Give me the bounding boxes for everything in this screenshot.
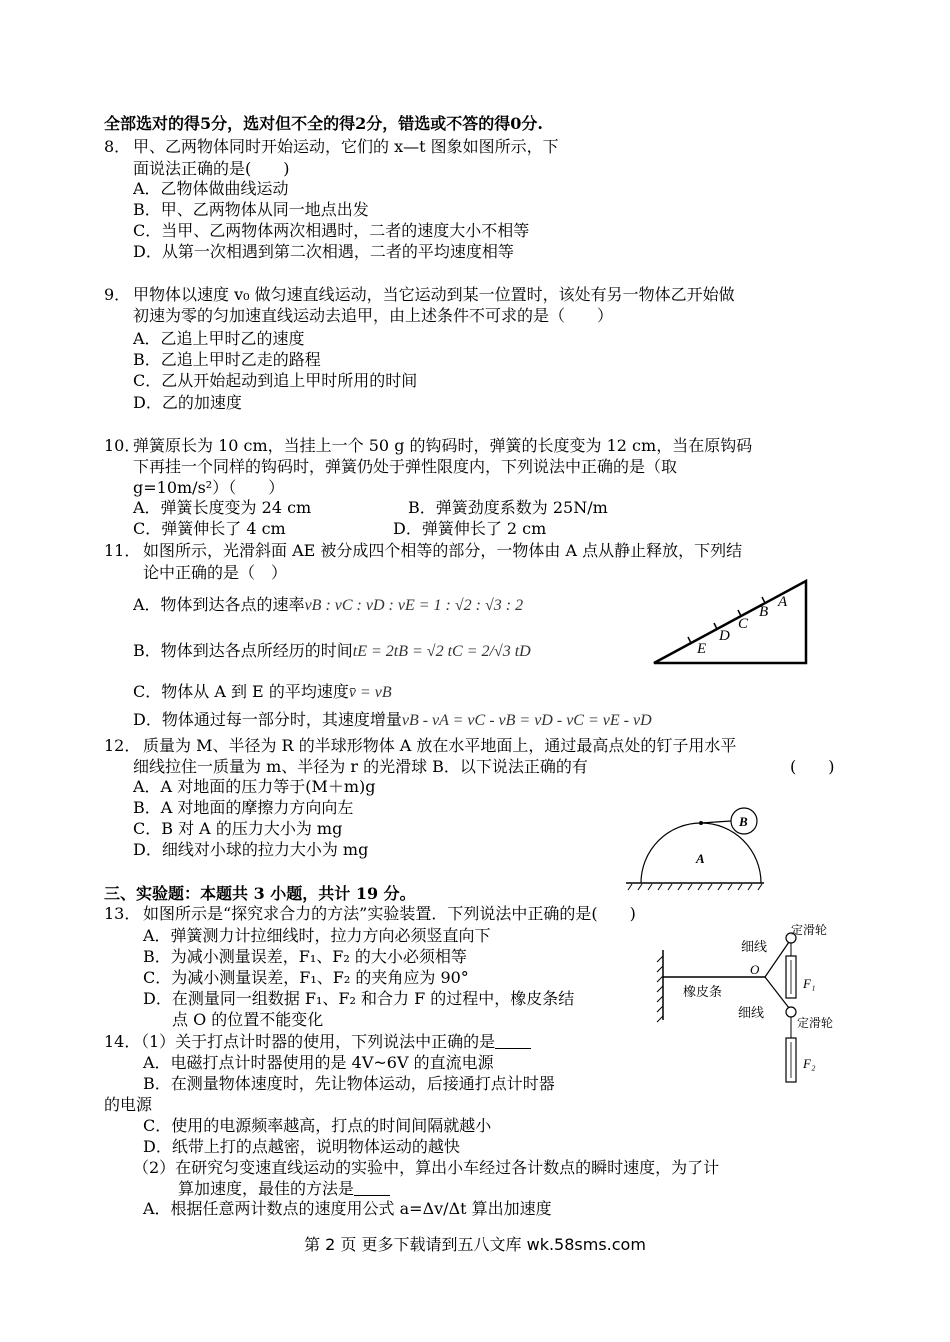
q14-p2-option-a: A．根据任意两计数点的速度用公式 a=Δv/Δt 算出加速度: [143, 1199, 552, 1218]
q8-stem-line1: 甲、乙两物体同时开始运动，它们的 x—t 图象如图所示，下: [133, 137, 559, 156]
q10-stem-line2: 下再挂一个同样的钩码时，弹簧仍处于弹性限度内，下列说法中正确的是（取: [133, 457, 678, 476]
q11-option-c-formula: v̄ = vB: [348, 684, 392, 701]
string-line: [701, 821, 731, 823]
q11-option-c: [133, 682, 392, 703]
incline-label-b: B: [759, 604, 769, 620]
q10-number: 10．: [104, 436, 141, 455]
q13-option-a: A．弹簧测力计拉细线时，拉力方向必须竖直向下: [143, 926, 491, 945]
q11-option-b: [133, 641, 531, 662]
q11-stem-line2: 论中正确的是（ ）: [143, 563, 288, 582]
q12-option-b: B．A 对地面的摩擦力方向向左: [133, 798, 354, 817]
q11-number: 11．: [104, 541, 141, 560]
q12-answer-bracket: ( ): [790, 757, 835, 776]
q8-option-c: C．当甲、乙两物体两次相遇时，二者的速度大小不相等: [133, 221, 530, 240]
string-label-lower: 细线: [738, 1005, 765, 1020]
q9-stem-line1: 甲物体以速度 v₀ 做匀速直线运动，当它运动到某一位置时，该处有另一物体乙开始做: [133, 285, 735, 304]
q10-option-a: A．弹簧长度变为 24 cm: [133, 498, 312, 517]
q8-option-a: A．乙物体做曲线运动: [133, 179, 289, 198]
f2-label: F₂: [803, 1056, 816, 1071]
q11-stem-line1: 如图所示，光滑斜面 AE 被分成四个相等的部分，一物体由 A 点从静止释放，下列结: [143, 541, 743, 560]
q12-option-d: D．细线对小球的拉力大小为 mg: [133, 840, 369, 859]
q11-option-d: [133, 710, 652, 731]
scoring-note: 全部选对的得5分，选对但不全的得2分，错选或不答的得0分.: [104, 114, 543, 133]
q9-number: 9．: [104, 285, 131, 304]
q13-option-c: C．为减小测量误差，F₁、F₂ 的夹角应为 90°: [143, 968, 469, 987]
q13-stem: 如图所示是“探究求合力的方法”实验装置．下列说法中正确的是( ): [143, 904, 636, 923]
q10-stem-line3: g=10m/s²）（ ）: [133, 478, 285, 497]
q11-option-a: [133, 595, 523, 616]
q10-stem-line1: 弹簧原长为 10 cm，当挂上一个 50 g 的钩码时，弹簧的长度变为 12 cm，当在原钩码: [133, 436, 753, 455]
incline-label-d: D: [719, 628, 730, 644]
q8-option-b: B．甲、乙两物体从同一地点出发: [133, 200, 369, 219]
q14-part2-line2: [178, 1179, 390, 1199]
incline-label-a: A: [778, 594, 788, 610]
q12-stem-line2: 细线拉住一质量为 m、半径为 r 的光滑球 B．以下说法正确的有: [133, 757, 588, 776]
force-apparatus-figure: [655, 920, 845, 1092]
q8-number: 8．: [104, 137, 131, 156]
q13-number: 13．: [104, 904, 141, 923]
incline-figure: [648, 576, 813, 668]
q12-number: 12．: [104, 736, 141, 755]
q9-option-c: C．乙从开始起动到追上甲时所用的时间: [133, 371, 418, 390]
q8-option-d: D．从第一次相遇到第二次相遇，二者的平均速度相等: [133, 242, 514, 261]
page-footer: 第 2 页 更多下载请到五八文库 wk.58sms.com: [304, 1235, 646, 1254]
q10-option-d: D．弹簧伸长了 2 cm: [393, 519, 547, 538]
q11-option-c-text: C．物体从 A 到 E 的平均速度: [133, 682, 349, 701]
q14-part1-text: （1）关于打点计时器的使用，下列说法中正确的是: [133, 1032, 496, 1051]
q12-stem-line1: 质量为 M、半径为 R 的半球形物体 A 放在水平地面上，通过最高点处的钉子用水平: [143, 736, 737, 755]
string-label-upper: 细线: [741, 939, 768, 954]
wall-hatching: [657, 956, 663, 1022]
q14-p1-option-d: D．纸带上打的点越密，说明物体运动的越快: [143, 1137, 460, 1156]
q12-option-c: C．B 对 A 的压力大小为 mg: [133, 819, 343, 838]
q14-part1: [133, 1032, 531, 1052]
f1-label: F₁: [803, 976, 816, 991]
q11-option-d-formula: vB - vA = vC - vB = vD - vC = vE - vD: [401, 712, 652, 729]
q11-option-b-text: B．物体到达各点所经历的时间: [133, 641, 353, 660]
incline-label-e: E: [697, 641, 707, 657]
q13-option-d: D．在测量同一组数据 F₁、F₂ 和合力 F 的过程中，橡皮条结: [143, 989, 575, 1008]
q14-number: 14．: [104, 1032, 141, 1051]
pulley-lower: [786, 1007, 796, 1017]
q14-part2-line1: （2）在研究匀变速直线运动的实验中，算出小车经过各计数点的瞬时速度，为了计: [133, 1158, 720, 1177]
hemisphere-label: A: [696, 851, 705, 866]
q9-option-d: D．乙的加速度: [133, 393, 242, 412]
knot-label: O: [750, 962, 760, 977]
pulley-label-lower: 定滑轮: [797, 1016, 834, 1030]
ball-label: B: [739, 814, 748, 829]
q11-option-b-formula: tE = 2tB = √2 tC = 2/√3 tD: [352, 643, 531, 660]
q11-option-a-formula: vB : vC : vD : vE = 1 : √2 : √3 : 2: [304, 597, 524, 614]
q9-option-b: B．乙追上甲时乙走的路程: [133, 350, 321, 369]
q14-part2-blank[interactable]: [354, 1181, 390, 1196]
q14-part1-blank[interactable]: [495, 1034, 531, 1049]
q14-part2-text: 算加速度，最佳的方法是: [178, 1179, 355, 1198]
rubber-label: 橡皮条: [683, 984, 723, 999]
q8-stem-line2: 面说法正确的是( ): [133, 159, 290, 178]
ground-hatching: [628, 884, 762, 890]
q11-option-d-text: D．物体通过每一部分时，其速度增量: [133, 710, 402, 729]
q13-option-d-cont: 点 O 的位置不能变化: [172, 1010, 324, 1029]
q9-stem-line2: 初速为零的匀加速直线运动去追甲，由上述条件不可求的是（ ）: [133, 306, 614, 325]
q11-option-a-text: A．物体到达各点的速率: [133, 595, 305, 614]
q14-p1-option-a: A．电磁打点计时器使用的是 4V~6V 的直流电源: [143, 1053, 494, 1072]
q10-option-c: C．弹簧伸长了 4 cm: [133, 519, 286, 538]
q13-option-b: B．为减小测量误差，F₁、F₂ 的大小必须相等: [143, 947, 467, 966]
q10-option-b: B．弹簧劲度系数为 25N/m: [408, 498, 608, 517]
q14-p1-option-b-cont: 的电源: [104, 1095, 153, 1114]
incline-label-c: C: [738, 616, 749, 632]
pulley-label-upper: 定滑轮: [791, 923, 828, 937]
q14-p1-option-c: C．使用的电源频率越高，打点的时间间隔就越小: [143, 1116, 492, 1135]
q9-option-a: A．乙追上甲时乙的速度: [133, 329, 305, 348]
hemisphere-figure: [624, 802, 774, 894]
q14-p1-option-b: B．在测量物体速度时，先让物体运动，后接通打点计时器: [143, 1074, 555, 1093]
q12-option-a: A．A 对地面的压力等于(M＋m)g: [133, 777, 376, 796]
section-title: 三、实验题：本题共 3 小题，共计 19 分。: [104, 884, 416, 903]
nail-point: [699, 821, 703, 825]
